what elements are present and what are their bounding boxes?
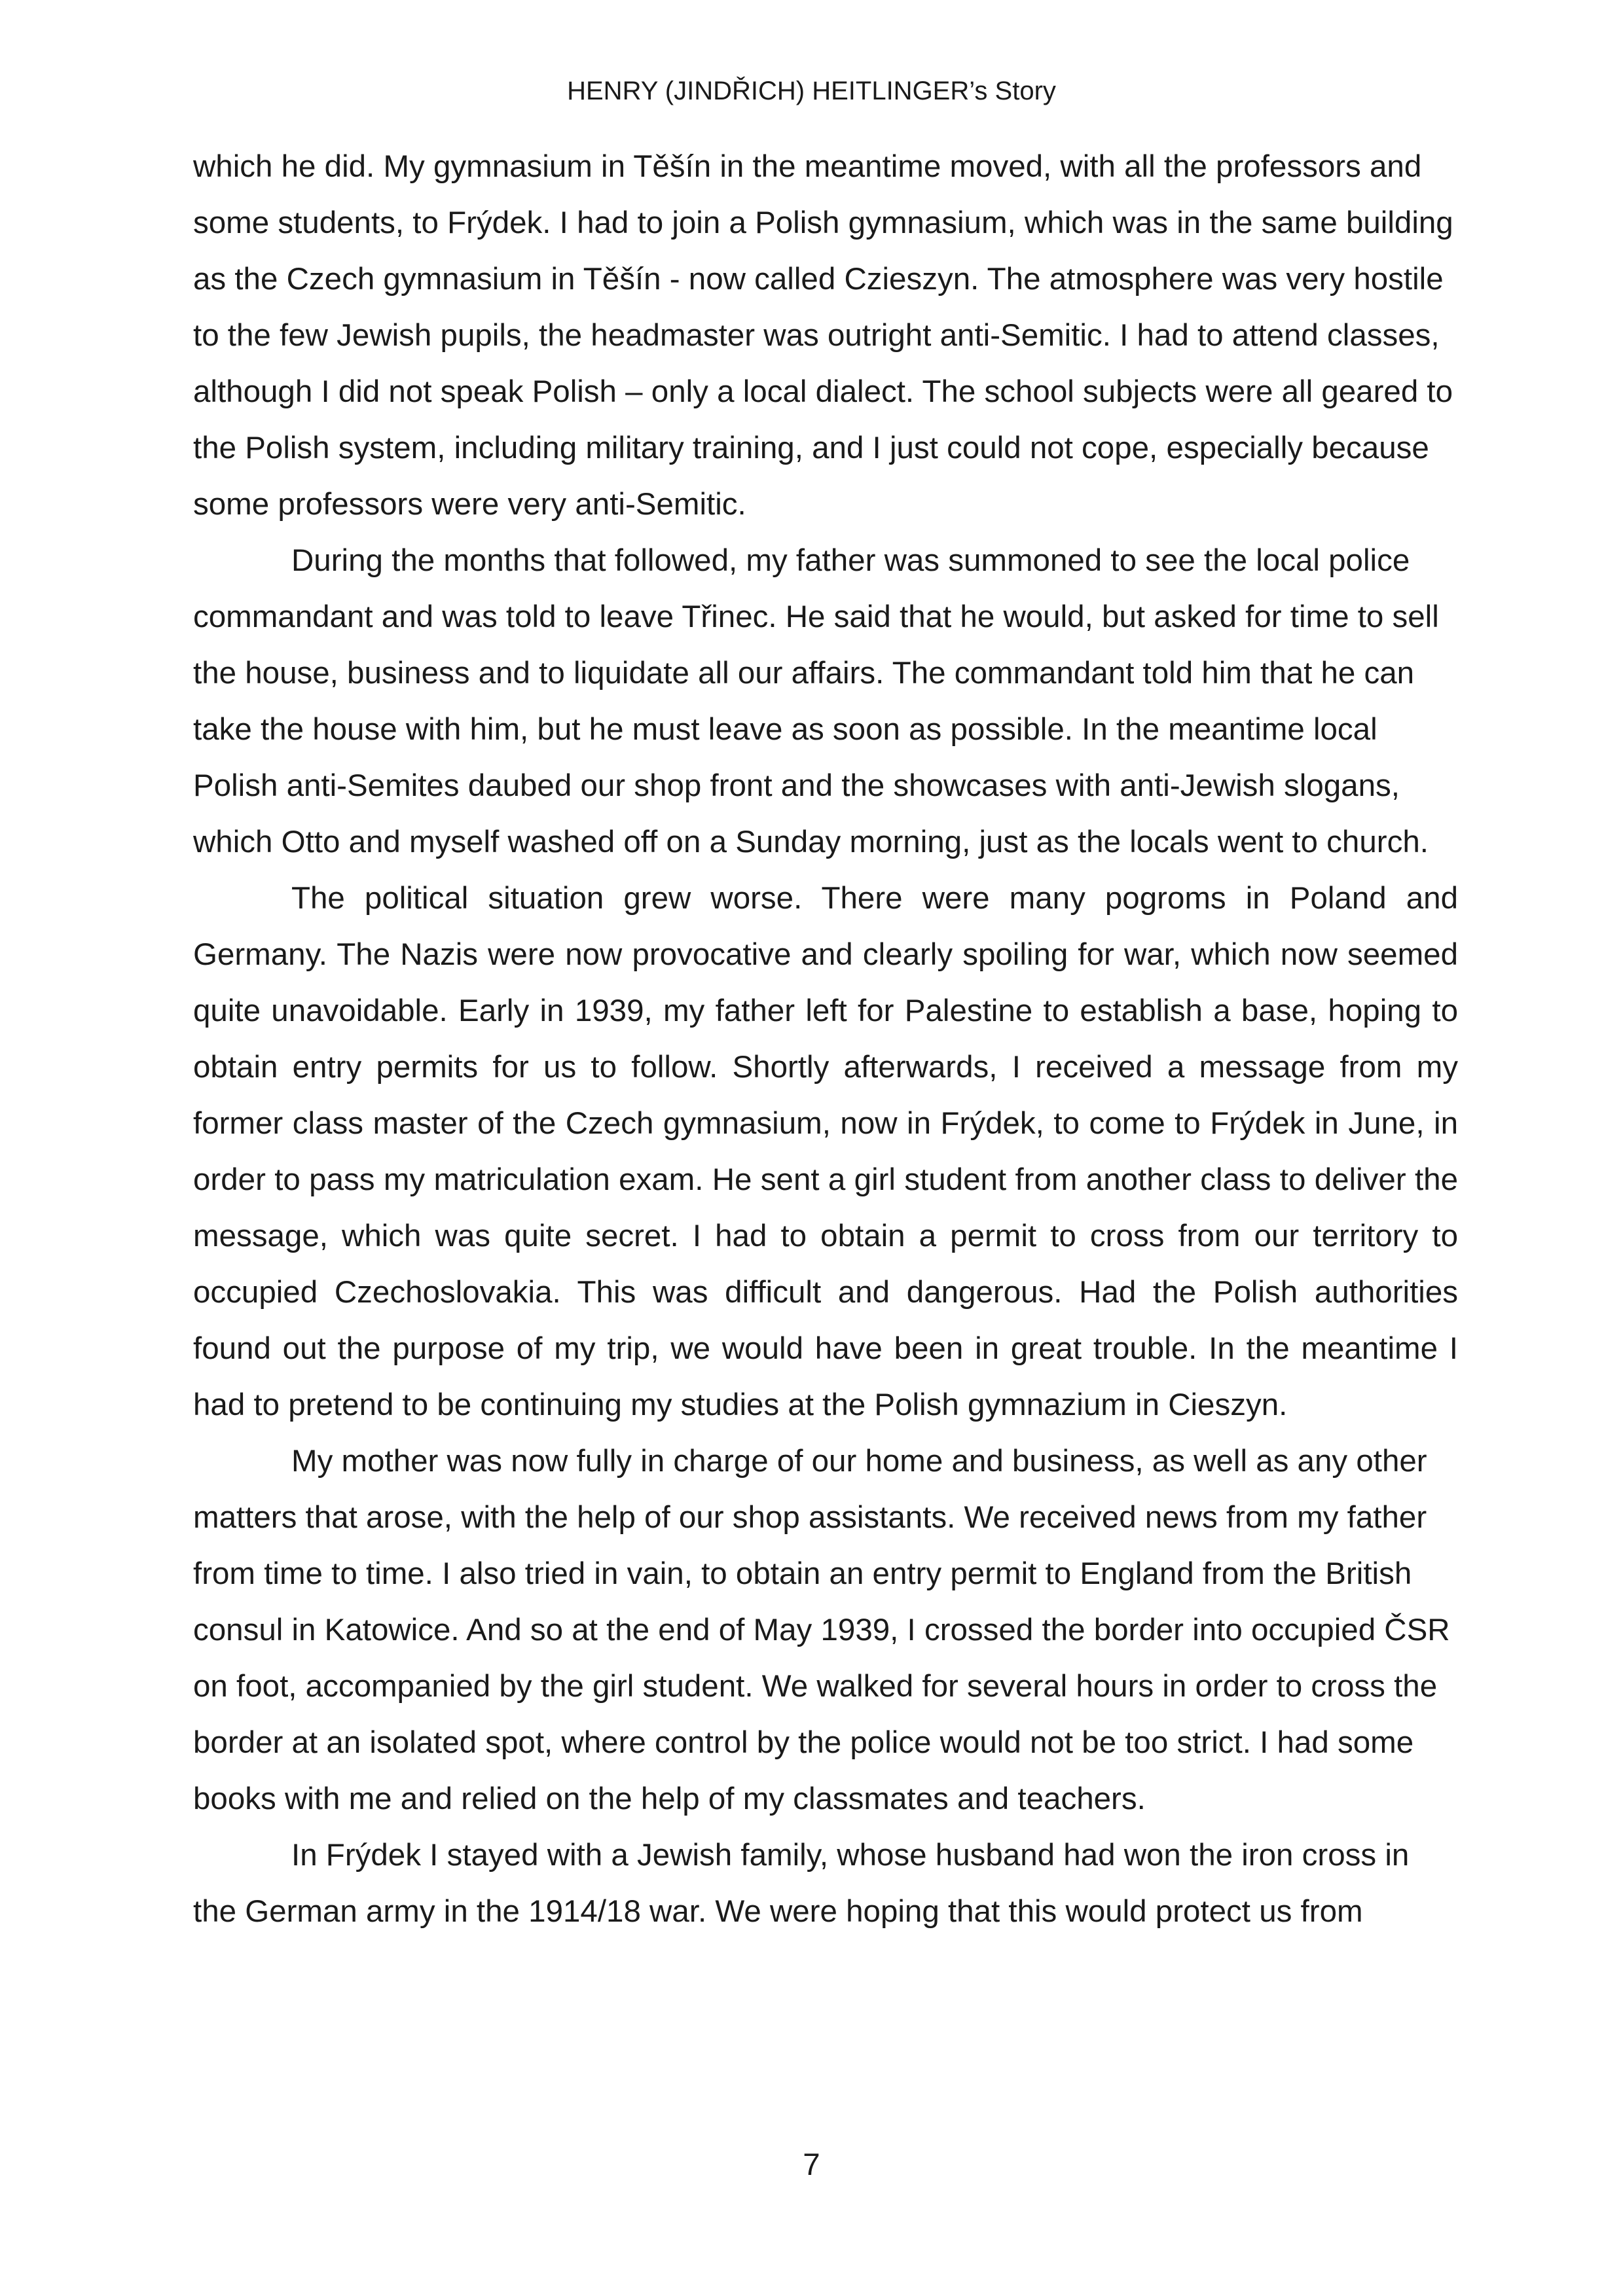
paragraph-1: which he did. My gymnasium in Těšín in the meantime moved, with all the professors and some students, to Frýdek. I had to join a Polish gymnasium, which was in the same building as the Czech gymnasium in Těšín - now called Czieszyn. The atmosphere was very hostile to the few Jewish pupils, the headmaster was outright anti-Semitic. I had to attend classes, although I did not speak Polish – only a local dialect. The school subjects were all geared to the Polish system, including military training, and I just could not cope, especially because some professors were very anti-Semitic. bbox=[193, 149, 1453, 522]
paragraph-4: My mother was now fully in charge of our home and business, as well as any other matters that arose, with the help of our shop assistants. We received news from my father from time to time. I also tried in vain, to obtain an entry permit to England from the British consul in Katowice. And so at the end of May 1939, I crossed the border into occupied ČSR on foot, accompanied by the girl student. We walked for several hours in order to cross the border at an isolated spot, where control by the police would not be too strict. I had some books with me and relied on the help of my classmates and teachers. bbox=[193, 1444, 1450, 1816]
paragraph-2: During the months that followed, my father was summoned to see the local police commandant and was told to leave Třinec. He said that he would, but asked for time to sell the house, business and to liquidate all our affairs. The commandant told him that he can take the house with him, but he must leave as soon as possible. In the meantime local Polish anti-Semites daubed our shop front and the showcases with anti-Jewish slogans, which Otto and myself washed off on a Sunday morning, just as the locals went to church. bbox=[193, 543, 1439, 859]
document-body bbox=[193, 139, 1458, 1940]
page-header: HENRY (JINDŘICH) HEITLINGER’s Story bbox=[567, 77, 1056, 105]
paragraph-5: In Frýdek I stayed with a Jewish family, whose husband had won the iron cross in the German army in the 1914/18 war. We were hoping that this would protect us from bbox=[193, 1838, 1410, 1929]
paragraph-3: The political situation grew worse. There were many pogroms in Poland and Germany. The Nazis were now provocative and clearly spoiling for war, which now seemed quite unavoidable. Early in 1939, my father left for Palestine to establish a base, hoping to obtain entry permits for us to follow. Shortly afterwards, I received a message from my former class master of the Czech gymnasium, now in Frýdek, to come to Frýdek in June, in order to pass my matriculation exam. He sent a girl student from another class to deliver the message, which was quite secret. I had to obtain a permit to cross from our territory to occupied Czechoslovakia. This was difficult and dangerous. Had the Polish authorities found out the purpose of my trip, we would have been in great trouble. In the meantime I had to pretend to be continuing my studies at the Polish gymnazium in Cieszyn. bbox=[193, 881, 1458, 1422]
page-number: 7 bbox=[803, 2147, 820, 2182]
